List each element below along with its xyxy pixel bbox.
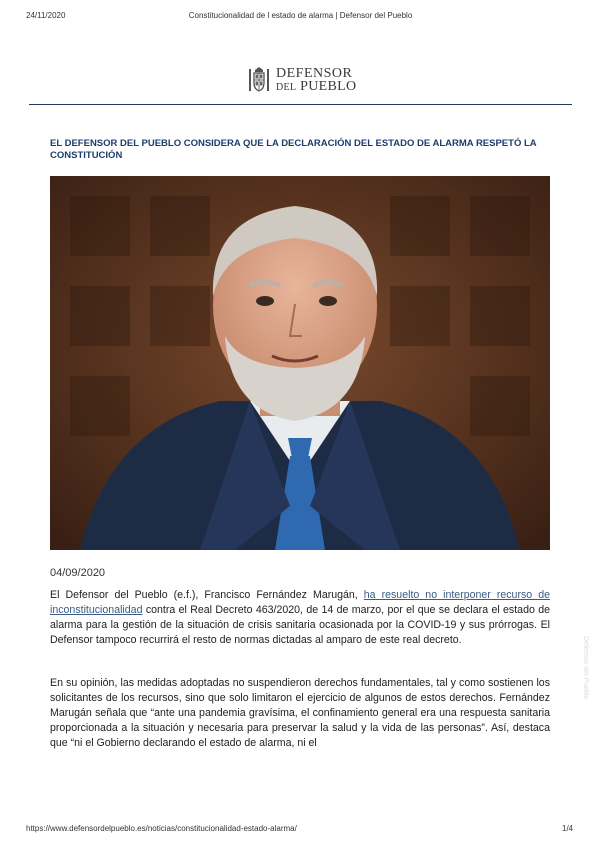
logo-line-2-small: DEL [276, 81, 297, 93]
portrait-illustration [50, 176, 550, 550]
print-footer-url: https://www.defensordelpueblo.es/noticias/constitucionalidad-estado-alarma/ [26, 824, 297, 833]
print-footer-page: 1/4 [562, 824, 574, 833]
recurso-link[interactable]: ha resuelto no interponer recurso de inconstitucionalidad [50, 589, 550, 616]
paragraph-1-rest: contra el Real Decreto 463/2020, de 14 de marzo, por el que se declara el estado de alarma para la gestión de la situación de crisis sanitaria ocasionada por la COVID-19 y sus prórrogas. El Defensor tampoco recurrirá el resto de normas dictadas al amparo de este real decreto. [50, 604, 550, 646]
print-header-date: 24/11/2020 [26, 11, 66, 20]
photo-credit-text: Defensor del Pueblo [582, 636, 589, 700]
logo-line-2-main: PUEBLO [300, 78, 357, 94]
paragraph-1-intro: El Defensor del Pueblo (e.f.), Francisco Fernández Marugán, [50, 589, 364, 601]
header-divider [29, 104, 572, 105]
article-date: 04/09/2020 [50, 567, 106, 579]
article-paragraph-1 [50, 588, 550, 648]
article-headline: EL DEFENSOR DEL PUEBLO CONSIDERA QUE LA DECLARACIÓN DEL ESTADO DE ALARMA RESPETÓ LA CONSTITUCIÓN [50, 138, 537, 161]
article-paragraph-2: En su opinión, las medidas adoptadas no suspendieron derechos fundamentales, tal y como sostienen los solicitantes de los recursos, sino que solo limitaron el ejercicio de algunos de estos derechos. Fernández Marugán señala que “ante una pandemia gravísima, el confinamiento general era una respuesta sanitaria proporcionada a la situación y necesaria para preservar la salud y la vida de las personas”. Así, destaca que “ni el Gobierno declarando el estado de alarma, ni el [50, 677, 550, 749]
coat-of-arms-icon [246, 66, 272, 94]
logo-line-2 [276, 80, 356, 94]
site-logo[interactable] [246, 64, 356, 96]
print-header-title: Constitucionalidad de l estado de alarma | Defensor del Pueblo [188, 11, 413, 20]
logo-line-1: DEFENSOR [276, 65, 353, 81]
logo-wordmark [276, 67, 356, 94]
photo-credit [577, 636, 591, 718]
